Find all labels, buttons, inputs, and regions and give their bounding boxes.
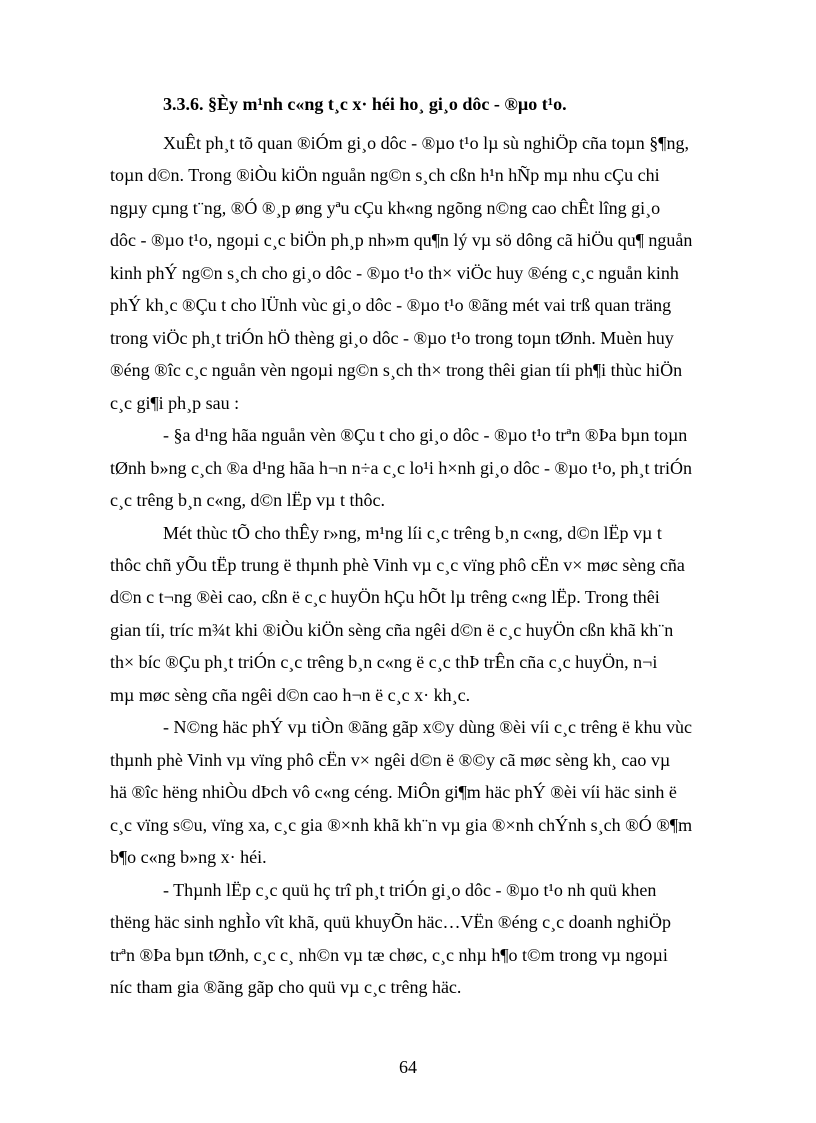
body-line: toµn d©n. Trong ®iÒu kiÖn nguån ng©n s¸ch cßn h¹n hÑp mµ nhu cÇu chi <box>110 165 660 185</box>
page-number: 64 <box>399 1057 417 1077</box>
body-line: kinh phÝ ng©n s¸ch cho gi¸o dôc - ®µo t¹o th× viÖc huy ®éng c¸c nguån kinh <box>110 263 679 283</box>
body-line: trªn ®Þa bµn tØnh, c¸c c¸ nh©n vµ tæ chøc, c¸c nhµ h¶o t©m trong vµ ngoµi <box>110 945 668 965</box>
body-line: Mét thùc tÕ cho thÊy r»ng, m¹ng líi c¸c trêng b¸n c«ng, d©n lËp vµ t <box>163 523 662 543</box>
body-line: b¶o c«ng b»ng x· héi. <box>110 847 267 867</box>
body-line: hä ®îc hëng nhiÒu dÞch vô c«ng céng. MiÔn gi¶m häc phÝ ®èi víi häc sinh ë <box>110 782 677 802</box>
body-line: dôc - ®µo t¹o, ngoµi c¸c biÖn ph¸p nh»m qu¶n lý vµ sö dông cã hiÖu qu¶ nguån <box>110 230 693 250</box>
body-line: gian tíi, tríc m¾t khi ®iÒu kiÖn sèng cña ngêi d©n ë c¸c huyÖn cßn khã kh¨n <box>110 620 674 640</box>
body-line: thëng häc sinh nghÌo vît khã, quü khuyÕn häc…VËn ®éng c¸c doanh nghiÖp <box>110 912 672 932</box>
body-line: trong viÖc ph¸t triÓn hÖ thèng gi¸o dôc - ®µo t¹o trong toµn tØnh. Muèn huy <box>110 328 674 348</box>
body-line: c¸c gi¶i ph¸p sau : <box>110 393 240 413</box>
body-line: c¸c trêng b¸n c«ng, d©n lËp vµ t thôc. <box>110 490 385 510</box>
body-line: - N©ng häc phÝ vµ tiÒn ®ãng gãp x©y dùng ®èi víi c¸c trêng ë khu vùc <box>163 717 692 737</box>
body-line: phÝ kh¸c ®Çu t cho lÜnh vùc gi¸o dôc - ®µo t¹o ®ãng mét vai trß quan träng <box>110 295 672 315</box>
body-line: d©n c t¬ng ®èi cao, cßn ë c¸c huyÖn hÇu hÕt lµ trêng c«ng lËp. Trong thêi <box>110 587 660 607</box>
body-line: thµnh phè Vinh vµ vïng phô cËn v× ngêi d©n ë ®©y cã møc sèng kh¸ cao vµ <box>110 750 671 770</box>
body-line: mµ møc sèng cña ngêi d©n cao h¬n ë c¸c x· kh¸c. <box>110 685 471 705</box>
body-line: thôc chñ yÕu tËp trung ë thµnh phè Vinh vµ c¸c vïng phô cËn v× møc sèng cña <box>110 555 685 575</box>
body-line: - §a d¹ng hãa nguån vèn ®Çu t cho gi¸o dôc - ®µo t¹o trªn ®Þa bµn toµn <box>163 425 688 445</box>
body-line: ngµy cµng t¨ng, ®Ó ®¸p øng yªu cÇu kh«ng ngõng n©ng cao chÊt lîng gi¸o <box>110 198 661 218</box>
body-line: tØnh b»ng c¸ch ®a d¹ng hãa h¬n n÷a c¸c lo¹i h×nh gi¸o dôc - ®µo t¹o, ph¸t triÓn <box>110 458 692 478</box>
section-heading: 3.3.6. §Èy m¹nh c«ng t¸c x· héi ho¸ gi¸o dôc - ®µo t¹o. <box>163 94 567 114</box>
body-line: c¸c vïng s©u, vïng xa, c¸c gia ®×nh khã kh¨n vµ gia ®×nh chÝnh s¸ch ®Ó ®¶m <box>110 815 693 835</box>
body-line: th× bíc ®Çu ph¸t triÓn c¸c trêng b¸n c«ng ë c¸c thÞ trÊn cña c¸c huyÖn, n¬i <box>110 652 658 672</box>
body-line: ®éng ®îc c¸c nguån vèn ngoµi ng©n s¸ch th× trong thêi gian tíi ph¶i thùc hiÖn <box>110 360 683 380</box>
body-line: XuÊt ph¸t tõ quan ®iÓm gi¸o dôc - ®µo t¹o lµ sù nghiÖp cña toµn §¶ng, <box>163 133 689 153</box>
body-line: níc tham gia ®ãng gãp cho quü vµ c¸c trêng häc. <box>110 977 462 997</box>
body-line: - Thµnh lËp c¸c quü hç trî ph¸t triÓn gi¸o dôc - ®µo t¹o nh quü khen <box>163 880 657 900</box>
